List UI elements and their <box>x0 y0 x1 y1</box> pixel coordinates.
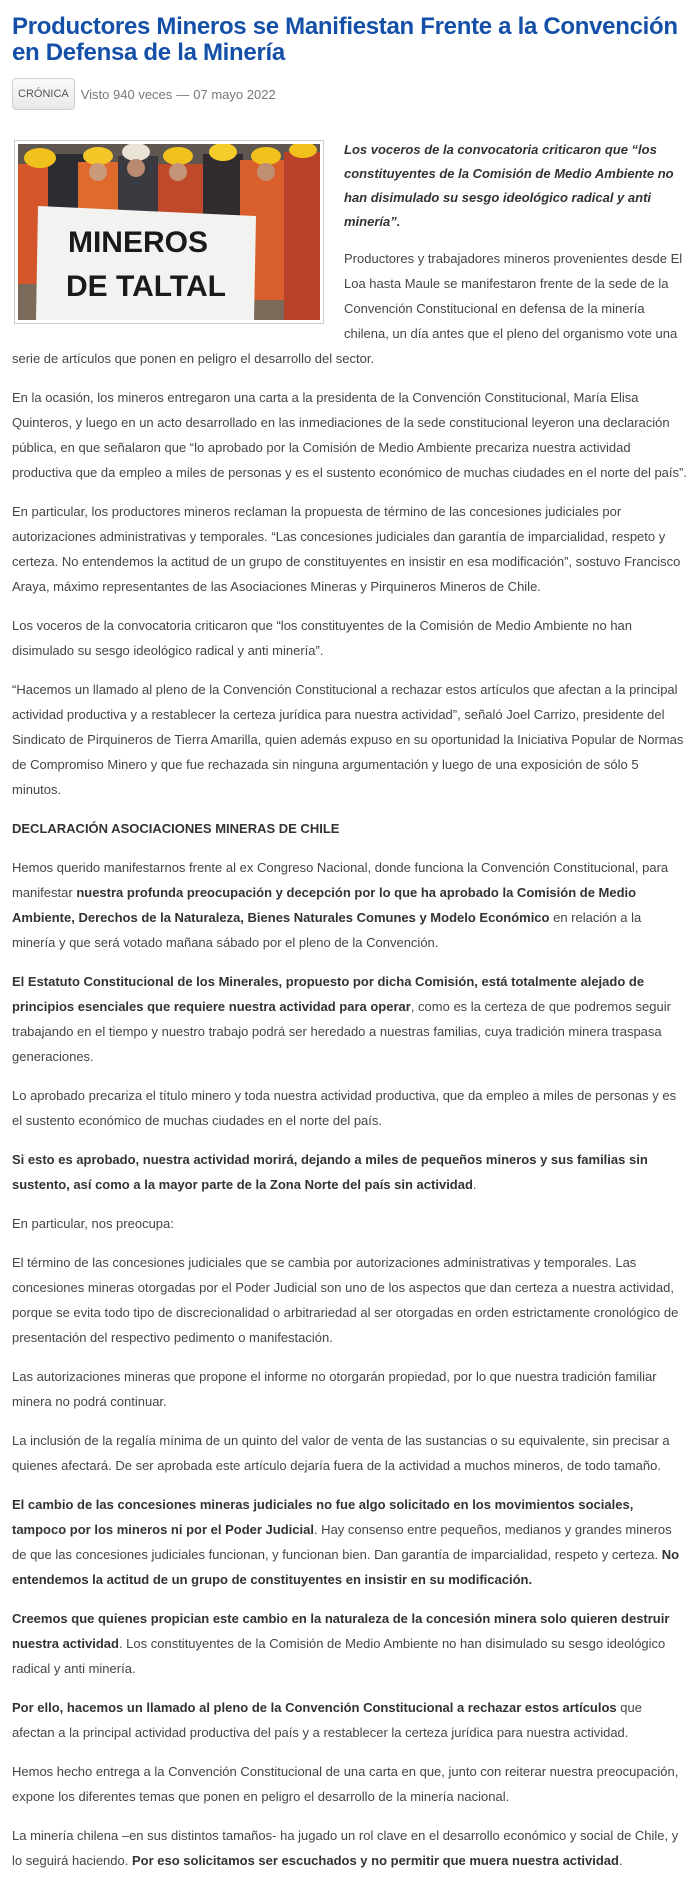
text-run: . <box>618 1853 623 1868</box>
paragraph: Lo aprobado precariza el título minero y toda nuestra actividad productiva, que da empleo a miles de personas y es el sustento económico de muchas ciudades en el norte del país. <box>12 1088 677 1128</box>
text-run: . Hay consenso entre pequeños, medianos y grandes mineros de que las concesiones judiciales funcionan, y funcionan bien. Dan garantía de imparcialidad, respeto y certeza. <box>12 1522 672 1562</box>
paragraph: En particular, los productores mineros reclaman la propuesta de término de las concesiones judiciales por autorizaciones administrativas y temporales. “Las concesiones judiciales dan garantía de imparcialidad, respeto y certeza. No entendemos la actitud de un grupo de constituyentes en insistir en esa modificación”, sostuvo Francisco Araya, máximo representantes de las Asociaciones Mineras y Pirquineros Mineros de Chile. <box>12 504 681 594</box>
category-badge[interactable]: CRÓNICA <box>12 78 75 110</box>
banner-text-line1: MINEROS <box>67 226 209 259</box>
paragraph <box>12 969 688 1069</box>
view-count: Visto 940 veces <box>80 86 173 102</box>
paragraph <box>12 1147 688 1197</box>
paragraph: La inclusión de la regalía mínima de un quinto del valor de venta de las sustancias o su equivalente, sin precisar a quienes afectará. De ser aprobada este artículo dejaría fuera de la actividad a muchos mineros, de todo tamaño. <box>12 1433 670 1473</box>
paragraph <box>12 855 688 955</box>
paragraph: Productores y trabajadores mineros provenientes desde El Loa hasta Maule se manifestaron frente de la sede de la Convención Constitucional en defensa de la minería chilena, un día antes que el pleno del organismo vote una serie de artículos que ponen en peligro el desarrollo del sector. <box>12 251 683 366</box>
article-title: Productores Mineros se Manifiestan Frente a la Convención en Defensa de la Minería <box>12 13 678 66</box>
article-body <box>12 138 688 1873</box>
bold-run: No entendemos la actitud de un grupo de constituyentes en insistir en su modificación. <box>12 1547 680 1587</box>
paragraph: “Hacemos un llamado al pleno de la Convención Constitucional a rechazar estos artículos que afectan a la principal actividad productiva y a restablecer la certeza jurídica para nuestra actividad”, señaló Joel Carrizo, presidente del Sindicato de Pirquineros de Tierra Amarilla, quien además expuso en su oportunidad la Iniciativa Popular de Normas de Compromiso Minero y que fue rechazada sin ninguna argumentación y luego de una exposición de sólo 5 minutos. <box>12 682 684 797</box>
article-lead: Los voceros de la convocatoria criticaron que “los constituyentes de la Comisión de Medio Ambiente no han disimulado su sesgo ideológico radical y anti minería”. <box>344 142 674 229</box>
paragraph: En particular, nos preocupa: <box>12 1216 174 1231</box>
bold-run: El cambio de las concesiones mineras judiciales no fue algo solicitado en los movimientos sociales, tampoco por los mineros ni por el Poder Judicial <box>12 1497 634 1537</box>
paragraph: En la ocasión, los mineros entregaron una carta a la presidenta de la Convención Constitucional, María Elisa Quinteros, y luego en un acto desarrollado en las inmediaciones de la sede constitucional leyeron una declaración pública, en que señalaron que “lo aprobado por la Comisión de Medio Ambiente precariza nuestra actividad productiva que da empleo a miles de personas y es el sustento económico de muchas ciudades en el norte del país”. <box>12 390 687 480</box>
bold-run: Creemos que quienes propician este cambio en la naturaleza de la concesión minera solo quieren destruir nuestra actividad <box>12 1611 670 1651</box>
bold-run: Por ello, hacemos un llamado al pleno de la Convención Constitucional a rechazar estos artículos <box>12 1700 617 1715</box>
text-run: . Los constituyentes de la Comisión de Medio Ambiente no han disimulado su sesgo ideológico radical y anti minería. <box>12 1636 666 1676</box>
article-photo <box>14 140 324 324</box>
bold-run: nuestra profunda preocupación y decepción por lo que ha aprobado la Comisión de Medio Ambiente, Derechos de la Naturaleza, Bienes Naturales Comunes y Modelo Económico <box>12 885 637 925</box>
paragraph <box>12 1606 688 1681</box>
text-run: . <box>472 1177 477 1192</box>
paragraph: Los voceros de la convocatoria criticaron que “los constituyentes de la Comisión de Medio Ambiente no han disimulado su sesgo ideológico radical y anti minería”. <box>12 618 633 658</box>
text-run: en relación a la minería y que será votado mañana sábado por el pleno de la Convención. <box>12 910 642 950</box>
text-run: La minería chilena –en sus distintos tamaños- ha jugado un rol clave en el desarrollo económico y social de Chile, y lo seguirá haciendo. <box>12 1828 679 1868</box>
paragraph: El término de las concesiones judiciales que se cambia por autorizaciones administrativas y temporales. Las concesiones mineras otorgadas por el Poder Judicial son uno de los aspectos que dan certeza a nuestra actividad, porque se evita todo tipo de discrecionalidad o arbitrariedad al ser otorgadas en orden estrictamente cronológico de presentación del respectivo pedimento o manifestación. <box>12 1255 679 1345</box>
protest-photo-illustration <box>18 144 320 320</box>
publish-date: 07 mayo 2022 <box>193 86 276 102</box>
meta-separator: — <box>176 86 190 102</box>
bold-run: El Estatuto Constitucional de los Minerales, propuesto por dicha Comisión, está totalmente alejado de principios esenciales que requiere nuestra actividad para operar <box>12 974 645 1014</box>
text-run: que afectan a la principal actividad productiva del país y a restablecer la certeza jurídica para nuestra actividad. <box>12 1700 642 1740</box>
banner-text-line2: DE TALTAL <box>66 270 226 303</box>
paragraph: Hemos hecho entrega a la Convención Constitucional de una carta en que, junto con reiterar nuestra preocupación, expone los diferentes temas que ponen en peligro el desarrollo de la minería nacional. <box>12 1764 679 1804</box>
paragraph: Las autorizaciones mineras que propone el informe no otorgarán propiedad, por lo que nuestra tradición familiar minera no podrá continuar. <box>12 1369 657 1409</box>
paragraph <box>12 1695 688 1745</box>
text-run: , como es la certeza de que podremos seguir trabajando en el tiempo y nuestro trabajo podrá ser heredado a nuestras familias, cuya tradición minera traspasa generaciones. <box>12 999 671 1064</box>
declaration-heading: DECLARACIÓN ASOCIACIONES MINERAS DE CHILE <box>12 821 340 836</box>
bold-run: Si esto es aprobado, nuestra actividad morirá, dejando a miles de pequeños mineros y sus familias sin sustento, así como a la mayor parte de la Zona Norte del país sin actividad <box>12 1152 648 1192</box>
article-meta <box>12 78 688 110</box>
paragraph <box>12 1823 688 1873</box>
paragraph <box>12 1492 688 1592</box>
bold-run: Por eso solicitamos ser escuchados y no permitir que muera nuestra actividad <box>131 1853 619 1868</box>
text-run: Hemos querido manifestarnos frente al ex Congreso Nacional, donde funciona la Convención Constitucional, para manifestar <box>12 860 669 900</box>
